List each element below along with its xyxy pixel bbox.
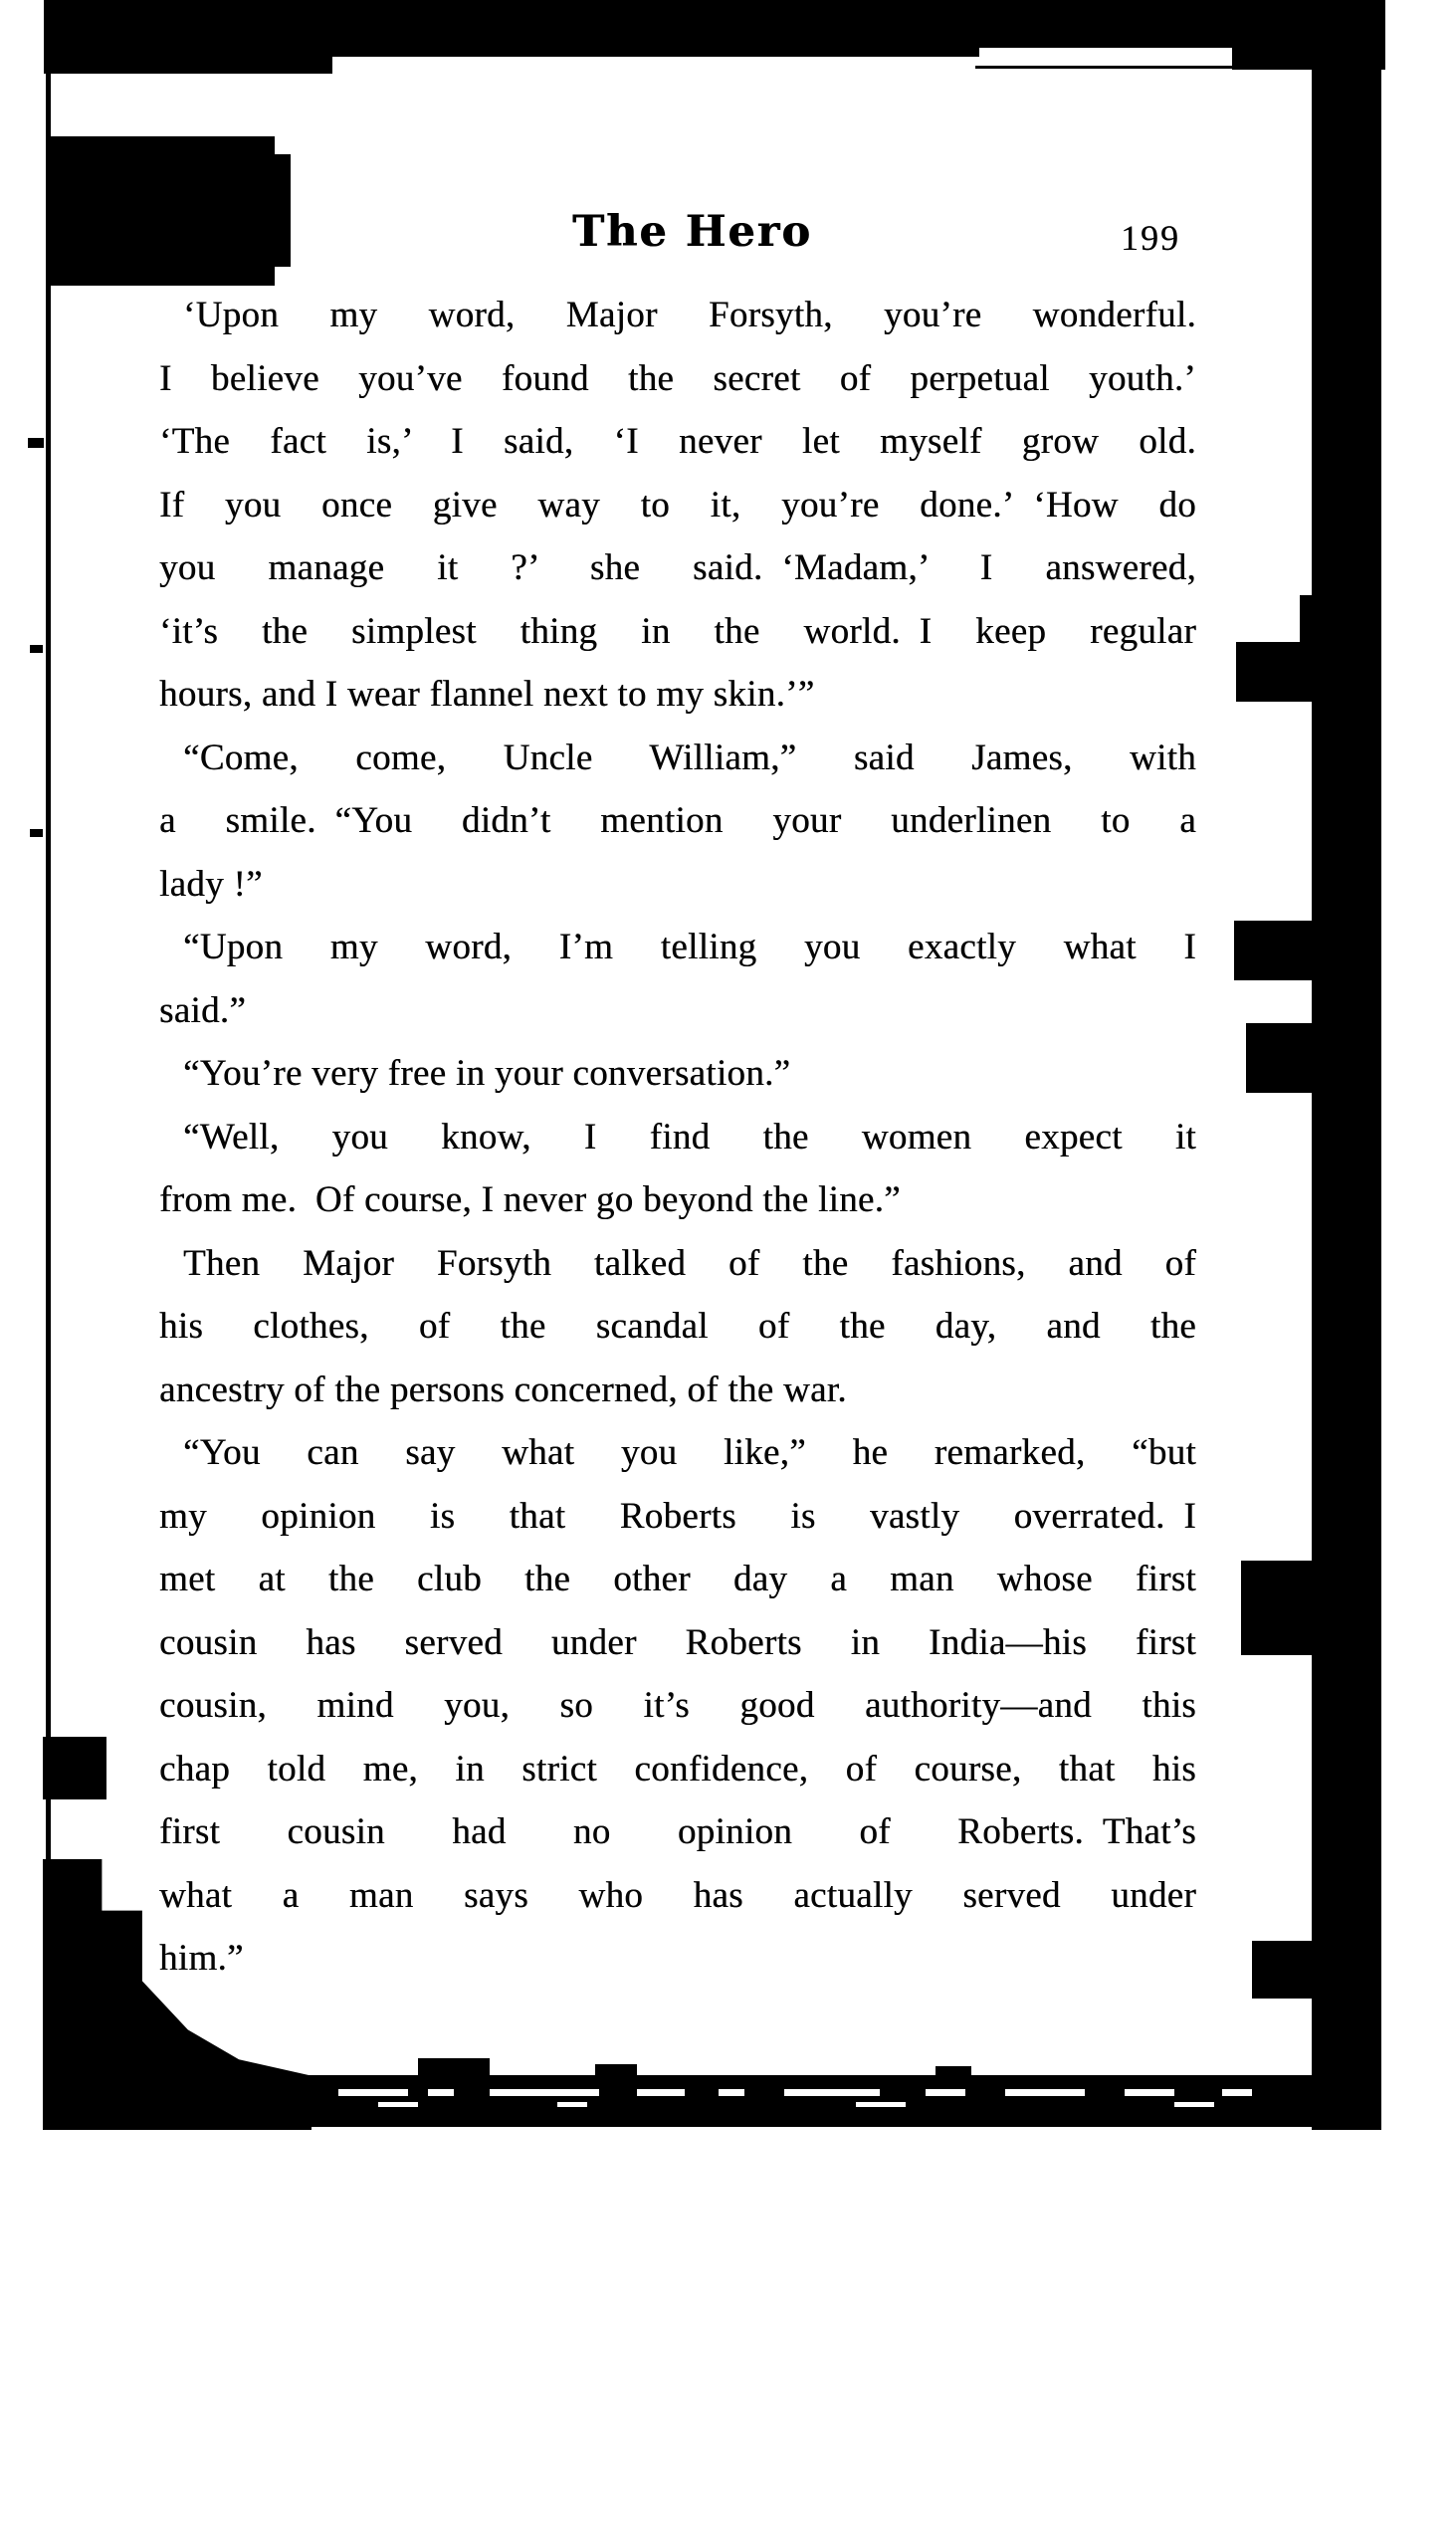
scan-artifact-bar-bump xyxy=(595,2064,637,2076)
scan-artifact-right-bump xyxy=(1236,642,1322,702)
scan-artifact-top-band-left xyxy=(44,0,332,74)
scan-artifact-left-blob xyxy=(46,136,275,286)
text-line: “Upon my word, I’m telling you exactly what I xyxy=(183,927,1196,967)
scan-artifact-white-dash xyxy=(784,2089,880,2096)
paragraph xyxy=(159,1232,1196,1422)
scan-artifact-right-bump xyxy=(1234,921,1322,980)
scan-artifact-white-dash xyxy=(1222,2089,1252,2096)
page-number: 199 xyxy=(1121,218,1180,258)
scan-artifact-white-dash xyxy=(1174,2102,1214,2107)
scan-artifact-bar-bump xyxy=(936,2066,971,2076)
text-line: said.” xyxy=(159,989,247,1031)
scan-artifact-left-blob-step xyxy=(269,154,291,267)
scan-artifact-white-dash xyxy=(719,2089,744,2096)
text-line: you manage it ?’ she said. ‘Madam,’ I answered, xyxy=(159,547,1196,588)
text-line: If you once give way to it, you’re done.’ ‘How do xyxy=(159,484,1196,526)
scan-artifact-top-band-mid xyxy=(299,0,979,57)
text-line: “You’re very free in your conversation.” xyxy=(183,1053,791,1094)
scan-artifact-white-dash xyxy=(338,2089,408,2096)
body-text xyxy=(159,284,1196,1991)
scan-artifact-left-blob xyxy=(43,1737,106,1799)
text-line: cousin, mind you, so it’s good authority—and this xyxy=(159,1685,1196,1726)
text-line: hours, and I wear flannel next to my skin.’” xyxy=(159,674,815,715)
text-line: him.” xyxy=(159,1938,244,1979)
scan-artifact-bottom-right xyxy=(1252,1941,1316,1999)
text-line: cousin has served under Roberts in India—his first xyxy=(159,1621,1196,1663)
scan-artifact-top-band-right xyxy=(945,0,1240,48)
paragraph xyxy=(159,916,1196,1042)
scan-artifact-page-top-edge xyxy=(975,66,1314,69)
scan-artifact-white-dash xyxy=(557,2102,587,2107)
scan-artifact-white-dash xyxy=(490,2089,599,2096)
scan-artifact-white-dash xyxy=(926,2089,965,2096)
text-line: first cousin had no opinion of Roberts. That’s xyxy=(159,1811,1196,1852)
scan-artifact-white-dash xyxy=(1125,2089,1174,2096)
paragraph xyxy=(159,1106,1196,1232)
paragraph xyxy=(159,1421,1196,1991)
text-line: met at the club the other day a man whose first xyxy=(159,1559,1196,1599)
paragraph xyxy=(159,284,1196,727)
scan-artifact-left-tick xyxy=(28,438,44,448)
scan-artifact-white-dash xyxy=(856,2102,906,2107)
text-line: chap told me, in strict confidence, of course, that his xyxy=(159,1748,1196,1790)
scan-artifact-bar-bump xyxy=(418,2058,490,2076)
scan-artifact-bottom-bar xyxy=(169,2075,1381,2127)
running-header-title: The Hero xyxy=(572,207,812,257)
scan-artifact-white-dash xyxy=(378,2102,418,2107)
text-line: from me. Of course, I never go beyond the line.” xyxy=(159,1179,901,1220)
scan-artifact-right-gutter xyxy=(1312,47,1381,2130)
text-line: “Come, come, Uncle William,” said James, with xyxy=(183,737,1196,778)
paragraph xyxy=(159,1042,1196,1106)
scan-artifact-right-bump xyxy=(1246,1023,1322,1093)
scan-artifact-right-bump xyxy=(1241,1561,1322,1655)
scan-artifact-white-dash xyxy=(1005,2089,1085,2096)
scan-artifact-right-bump xyxy=(1300,595,1322,645)
scan-artifact-white-dash xyxy=(428,2089,454,2096)
text-line: “You can say what you like,” he remarked, “but xyxy=(183,1432,1196,1473)
paragraph xyxy=(159,727,1196,917)
text-line: my opinion is that Roberts is vastly overrated. I xyxy=(159,1495,1196,1537)
scan-artifact-left-tick xyxy=(30,645,43,653)
text-line: Then Major Forsyth talked of the fashions, and of xyxy=(183,1242,1196,1284)
text-line: ‘The fact is,’ I said, ‘I never let myself grow old. xyxy=(159,421,1196,462)
scan-artifact-white-dash xyxy=(637,2089,685,2096)
text-line: ‘Upon my word, Major Forsyth, you’re wonderful. xyxy=(183,295,1196,335)
scan-artifact-left-tick xyxy=(30,829,43,837)
text-line: I believe you’ve found the secret of perpetual youth.’ xyxy=(159,357,1196,399)
text-line: his clothes, of the scandal of the day, and the xyxy=(159,1306,1196,1347)
text-line: “Well, you know, I find the women expect it xyxy=(183,1116,1196,1158)
text-line: lady !” xyxy=(159,863,263,905)
text-line: what a man says who has actually served under xyxy=(159,1874,1196,1916)
text-line: ‘it’s the simplest thing in the world. I keep regular xyxy=(159,610,1196,652)
text-line: ancestry of the persons concerned, of the war. xyxy=(159,1369,847,1410)
text-line: a smile. “You didn’t mention your underlinen to a xyxy=(159,800,1196,841)
